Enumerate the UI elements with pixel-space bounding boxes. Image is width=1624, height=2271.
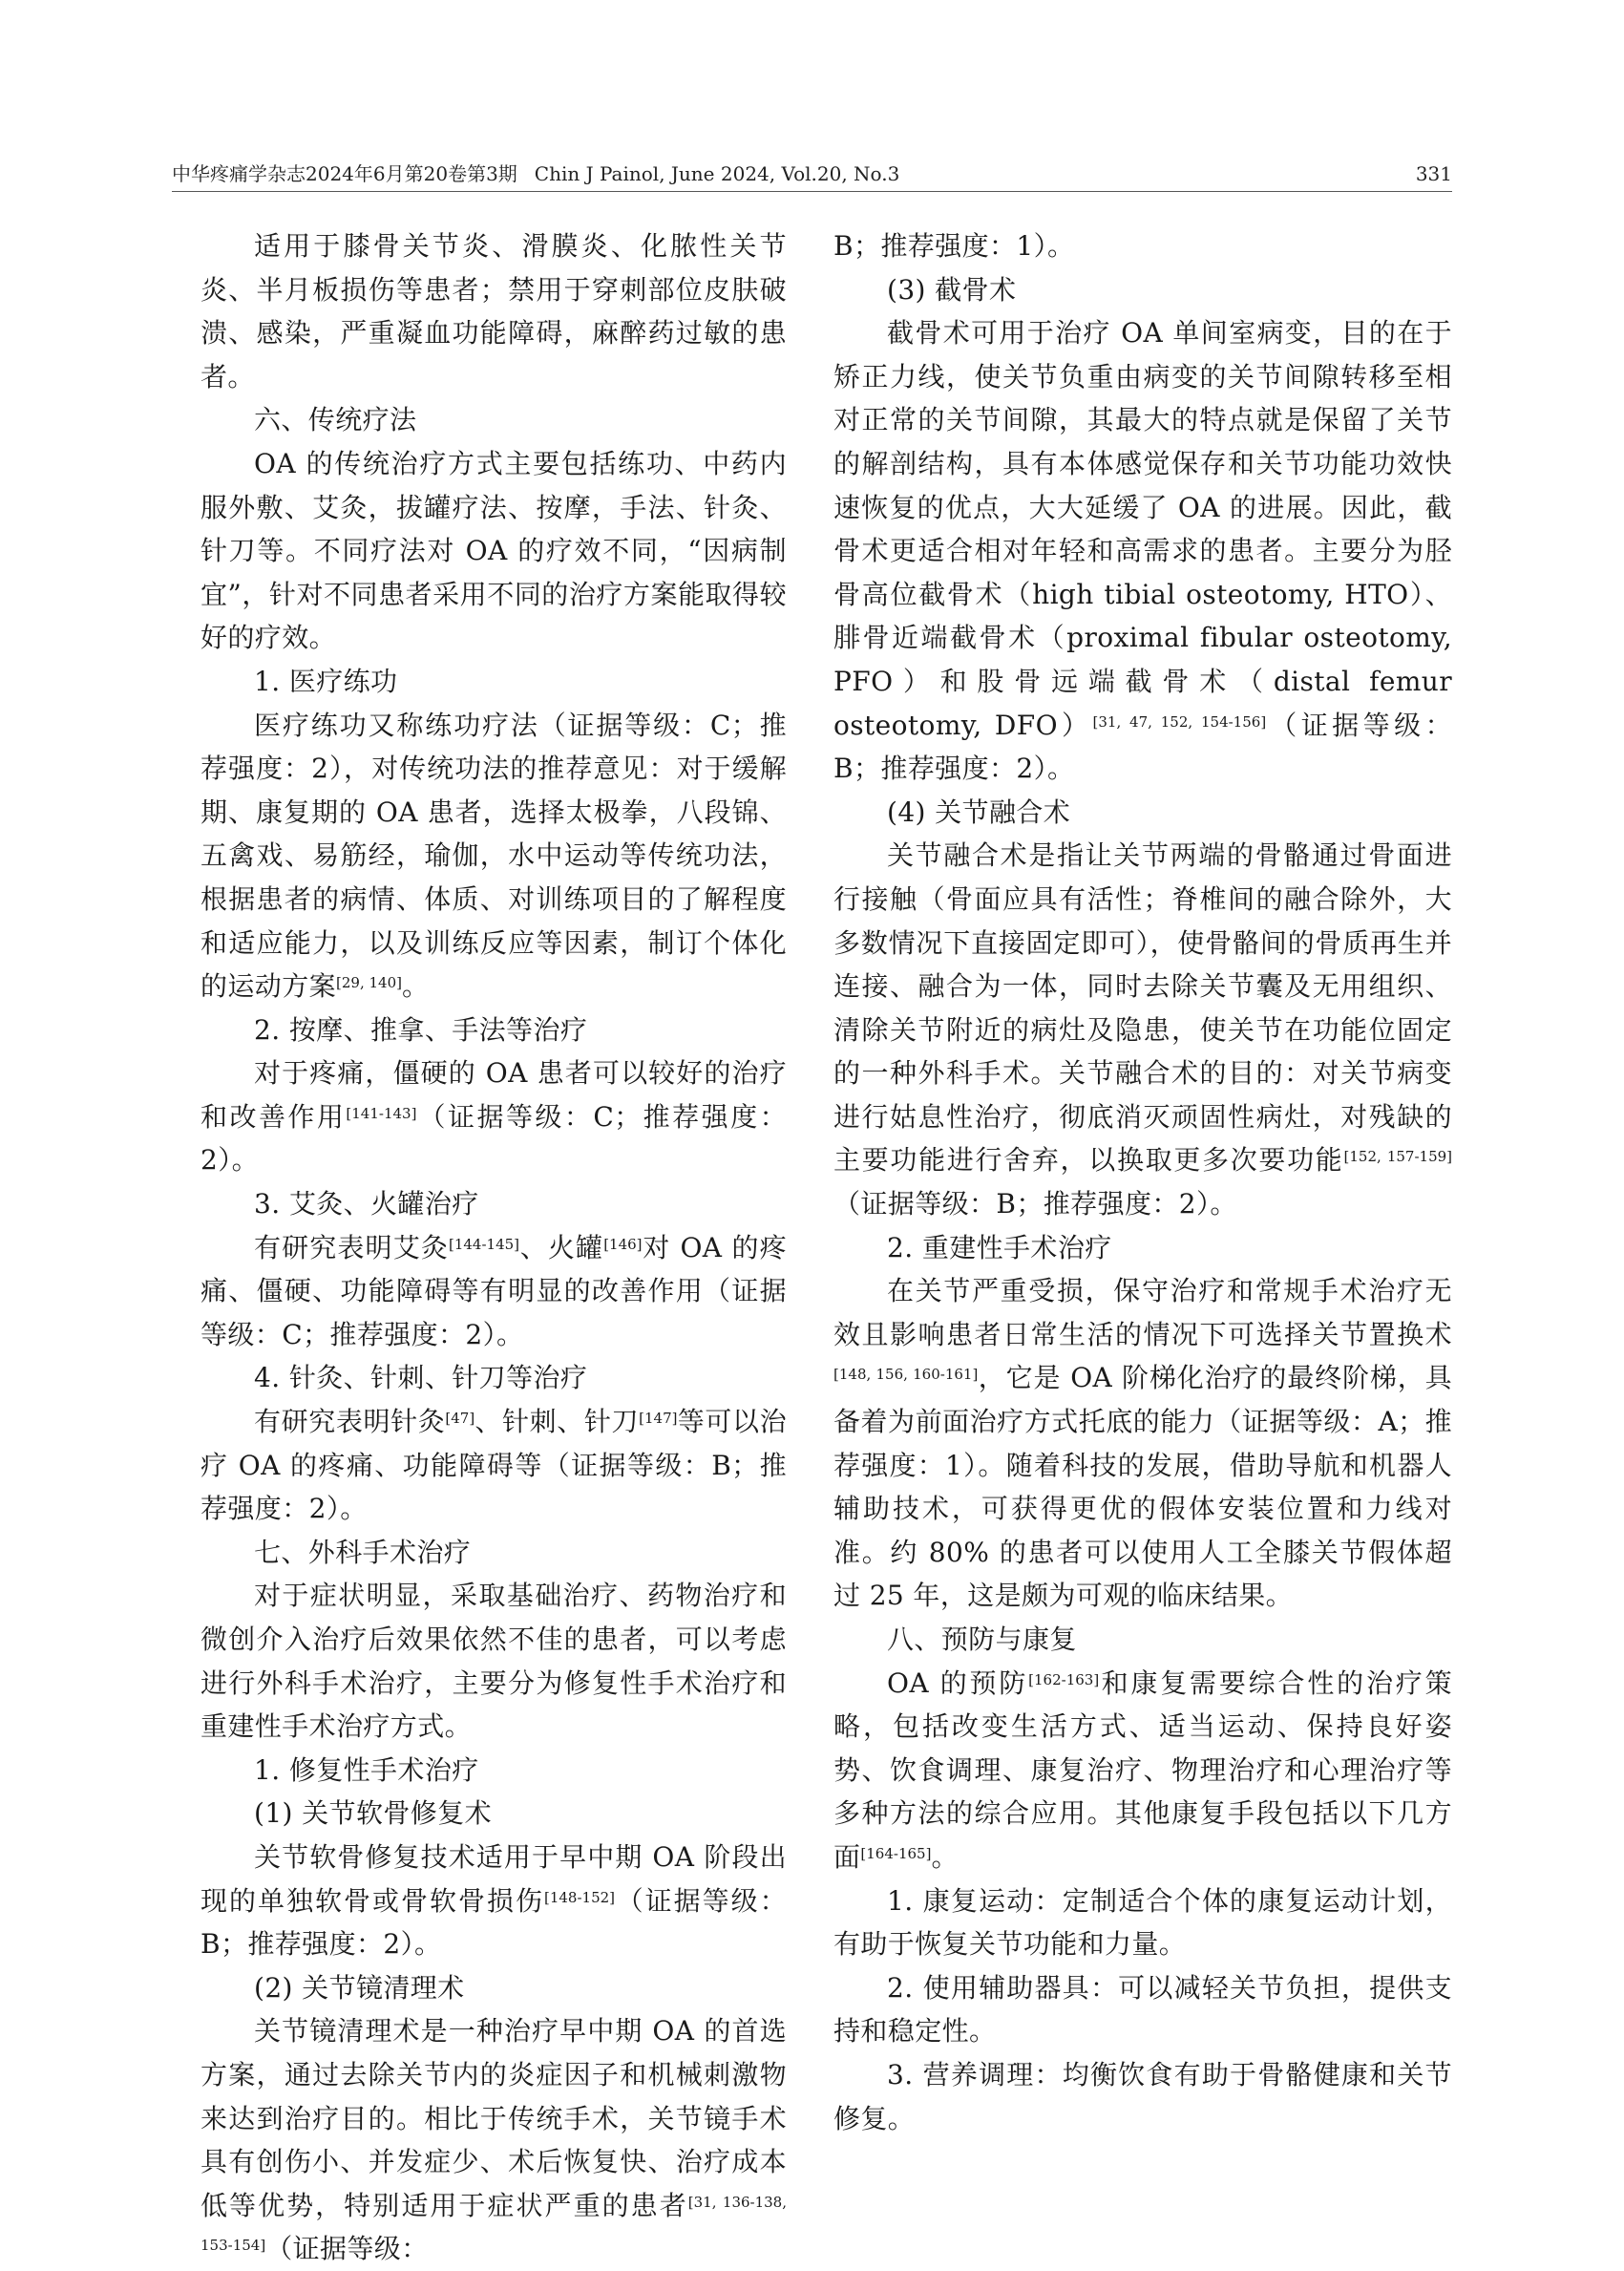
citation: [148-152] [543,1888,616,1906]
journal-title-en: Chin J Painol, June 2024, Vol.20, No.3 [534,162,900,185]
list-item: 2. 使用辅助器具：可以减轻关节负担，提供支持和稳定性。 [833,1971,1452,2048]
paragraph-text: 、针刺、针刀 [475,1406,640,1438]
list-item: 1. 康复运动：定制适合个体的康复运动计划，有助于恢复关节功能和力量。 [833,1884,1452,1961]
paragraph [833,311,1452,791]
paragraph: 对于症状明显，采取基础治疗、药物治疗和微创介入治疗后效果依然不佳的患者，可以考虑进行外科手术治疗，主要分为修复性手术治疗和重建性手术治疗方式。 [200,1580,787,1743]
right-column [833,224,1452,2140]
paragraph-text: 在关节严重受损，保守治疗和常规手术治疗无效且影响患者日常生活的情况下可选择关节置换术 [833,1275,1452,1350]
citation: [164-165] [860,1844,932,1862]
subsection-heading: 2. 按摩、推拿、手法等治疗 [254,1013,588,1046]
citation: [162-163] [1028,1670,1100,1688]
citation: [47] [445,1410,475,1428]
subsubsection-heading: (1) 关节软骨修复术 [254,1797,492,1830]
paragraph-text: 。 [931,1840,959,1873]
paragraph: OA 的传统治疗方式主要包括练功、中药内服外敷、艾灸，拔罐疗法、按摩，手法、针灸、针刀等。不同疗法对 OA 的疗效不同，“因病制宜”，针对不同患者采用不同的治疗方案能取得较好的疗效。 [200,447,787,654]
subsubsection-heading: (4) 关节融合术 [887,796,1071,828]
paragraph [200,2009,787,2271]
citation: [144-145] [448,1235,520,1253]
paragraph-text: （证据等级：B；推荐强度：2）。 [833,1188,1237,1220]
paragraph-text: 有研究表明针灸 [254,1406,446,1438]
paragraph: B；推荐强度：1）。 [833,230,1075,262]
paragraph-text: 关节软骨修复技术适用于早中期 OA 阶段出现的单独软骨或骨软骨损伤 [200,1840,787,1917]
paragraph-text: OA 的预防 [887,1666,1029,1699]
paragraph-text: 关节镜清理术是一种治疗早中期 OA 的首选方案，通过去除关节内的炎症因子和机械刺激物来达到治疗目的。相比于传统手术，关节镜手术具有创伤小、并发症少、术后恢复快、治疗成本低等优势，特别适用于症状严重的患者 [200,2015,787,2221]
paragraph [200,704,787,1008]
paragraph-text: （证据等级：C；推荐强度：2）。 [200,1100,787,1177]
paragraph-text: 截骨术可用于治疗 OA 单间室病变，目的在于矫正力线，使关节负重由病变的关节间隙转移至相对正常的关节间隙，其最大的特点就是保留了关节的解剖结构，具有本体感觉保存和关节功能功效快速恢复的优点，大大延缓了 OA 的进展。因此，截骨术更适合相对年轻和高需求的患者。主要分为胫骨高位截骨术（high tibial osteotomy, HTO）、腓骨近端截骨术（proximal fibular osteotomy, PFO）和股骨远端截骨术（distal femur osteotomy, DFO） [833,317,1452,741]
paragraph-text: 对于疼痛，僵硬的 OA 患者可以较好的治疗和改善作用 [200,1057,787,1133]
paragraph [200,1226,787,1357]
subsection-heading: 3. 艾灸、火罐治疗 [254,1188,479,1220]
section-heading: 六、传统疗法 [254,404,417,436]
subsubsection-heading: (2) 关节镜清理术 [254,1971,465,2004]
paragraph-text: 。 [401,970,430,1003]
paragraph-text: 和康复需要综合性的治疗策略，包括改变生活方式、适当运动、保持良好姿势、饮食调理、康复治疗、物理治疗和心理治疗等多种方法的综合应用。其他康复手段包括以下几方面 [833,1666,1452,1873]
subsection-heading: 1. 医疗练功 [254,665,398,697]
page-number: 331 [1415,162,1452,185]
citation: [147] [639,1410,678,1428]
paragraph [200,1400,787,1531]
paragraph-text: ，它是 OA 阶梯化治疗的最终阶梯，具备着为前面治疗方式托底的能力（证据等级：A；推荐强度：1）。随着科技的发展，借助导航和机器人辅助技术，可获得更优的假体安装位置和力线对准。约 80% 的患者可以使用人工全膝关节假体超过 25 年，这是颇为可观的临床结果。 [833,1362,1452,1612]
paragraph-text: 等可以治疗 OA 的疼痛、功能障碍等（证据等级：B；推荐强度：2）。 [200,1406,787,1525]
section-heading: 八、预防与康复 [887,1624,1077,1655]
citation: [146] [603,1235,643,1253]
subsubsection-heading: (3) 截骨术 [887,273,1017,306]
subsection-heading: 1. 修复性手术治疗 [254,1753,479,1786]
paragraph-text: 关节融合术是指让关节两端的骨骼通过骨面进行接触（骨面应具有活性；脊椎间的融合除外，大多数情况下直接固定即可），使骨骼间的骨质再生并连接、融合为一体，同时去除关节囊及无用组织、清除关节附近的病灶及隐患，使关节在功能位固定的一种外科手术。关节融合术的目的：对关节病变进行姑息性治疗，彻底消灭顽固性病灶，对残缺的主要功能进行舍弃，以换取更多次要功能 [833,839,1452,1177]
citation: [152, 157-159] [1343,1148,1453,1166]
journal-citation [172,162,917,185]
paragraph-text: 医疗练功又称练功疗法（证据等级：C；推荐强度：2），对传统功法的推荐意见：对于缓解期、康复期的 OA 患者，选择太极拳，八段锦、五禽戏、易筋经，瑜伽，水中运动等传统功法，根据患者的病情、体质、对训练项目的了解程度和适应能力，以及训练反应等因素，制订个体化的运动方案 [200,709,787,1003]
left-column [200,224,787,2271]
citation: [141-143] [346,1104,417,1122]
paragraph [833,1662,1452,1879]
paragraph [833,1269,1452,1618]
paragraph-text: （证据等级： [265,2233,429,2265]
paragraph-text: 、火罐 [519,1231,604,1263]
subsection-heading: 2. 重建性手术治疗 [887,1231,1112,1263]
citation: [31, 136-138, 153-154] [200,2193,787,2255]
paragraph: 适用于膝骨关节炎、滑膜炎、化脓性关节炎、半月板损伤等患者；禁用于穿刺部位皮肤破溃、感染，严重凝血功能障碍，麻醉药过敏的患者。 [200,230,787,393]
section-heading: 七、外科手术治疗 [254,1536,472,1568]
paragraph [200,1051,787,1182]
journal-title-cn: 中华疼痛学杂志2024年6月第20卷第3期 [172,162,517,185]
citation: [148, 156, 160-161] [833,1366,979,1384]
subsection-heading: 4. 针灸、针刺、针刀等治疗 [254,1362,588,1394]
paragraph-text: （证据等级：B；推荐强度：2）。 [200,1884,787,1961]
paragraph-text: 有研究表明艾灸 [254,1231,449,1263]
citation: [31, 47, 152, 154-156] [1092,712,1267,731]
list-item: 3. 营养调理：均衡饮食有助于骨骼健康和关节修复。 [833,2058,1452,2134]
paragraph [200,1836,787,1966]
paragraph-text: 对 OA 的疼痛、僵硬、功能障碍等有明显的改善作用（证据等级：C；推荐强度：2）。 [200,1231,787,1350]
header-rule [172,191,1452,192]
paragraph [833,834,1452,1225]
citation: [29, 140] [336,974,402,992]
paragraph-text: （证据等级：B；推荐强度：2）。 [833,709,1452,785]
